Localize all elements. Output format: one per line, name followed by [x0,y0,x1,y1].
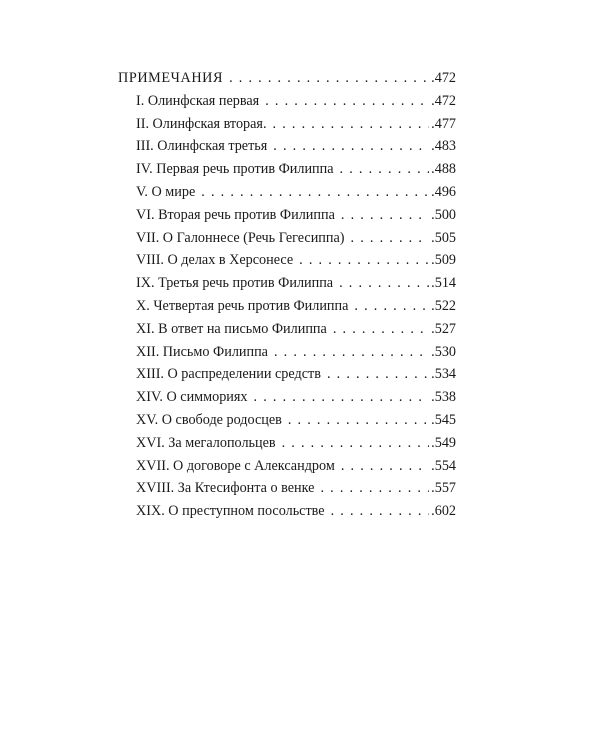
toc-entry-page: .557 [431,480,456,497]
toc-entry-page: .602 [431,503,456,520]
toc-entry [118,295,456,318]
toc-entry [118,272,456,295]
dot-leader [273,135,429,158]
dot-leader [320,477,429,500]
toc-entry-page: .549 [431,434,456,451]
toc-entry [118,363,456,386]
dot-leader [282,432,430,455]
toc-entry-page: .514 [431,275,456,292]
toc-entry-page: .538 [431,389,456,406]
toc-entry-page: .530 [431,343,456,360]
toc-entry [118,113,456,136]
toc-entry [118,181,456,204]
toc-entry-title: VII. О Галоннесе (Речь Гегесиппа) [136,229,345,246]
toc-entry [118,318,456,341]
toc-entry [118,477,456,500]
dot-leader [254,386,430,409]
toc-entry-title: VI. Вторая речь против Филиппа [136,206,335,223]
toc-entry [118,386,456,409]
toc-entry-title: II. Олинфская вторая. [136,115,267,132]
dot-leader [201,181,429,204]
toc-entry [118,432,456,455]
toc-entry-page: .472 [431,92,456,109]
toc-entry-title: V. О мире [136,183,196,200]
dot-leader [341,455,429,478]
toc-entry-title: XVIII. За Ктесифонта о венке [136,480,315,497]
toc-entry [118,409,456,432]
toc-entry-title: XIX. О преступном посольстве [136,503,325,520]
toc-entry [118,227,456,250]
dot-leader [331,500,430,523]
toc-entry-title: XI. В ответ на письмо Филиппа [136,320,327,337]
toc-entry [118,135,456,158]
table-of-contents [118,67,456,523]
toc-entry-page: .534 [431,366,456,383]
toc-entry [118,249,456,272]
toc-entry [118,204,456,227]
toc-entry-title: X. Четвертая речь против Филиппа [136,297,349,314]
dot-leader [333,318,429,341]
toc-entry-page: .483 [431,138,456,155]
toc-entry-page: .545 [431,411,456,428]
toc-entry [118,455,456,478]
toc-heading-title: ПРИМЕЧАНИЯ [118,70,224,86]
dot-leader [299,249,429,272]
toc-entry-page: .554 [431,457,456,474]
dot-leader [327,363,429,386]
toc-entry-title: IX. Третья речь против Филиппа [136,275,334,292]
toc-entry-title: XIII. О распределении средств [136,366,321,383]
toc-entry-title: XV. О свободе родосцев [136,411,282,428]
dot-leader [265,90,429,113]
toc-entry-title: XVII. О договоре с Александром [136,457,335,474]
toc-entry [118,341,456,364]
toc-heading-page: .472 [431,70,456,86]
toc-entry-title: XIV. О симмориях [136,389,248,406]
toc-entry-title: I. Олинфская первая [136,92,260,109]
toc-entry-page: .509 [431,252,456,269]
toc-entry-title: III. Олинфская третья [136,138,268,155]
toc-entry-title: VIII. О делах в Херсонесе [136,252,294,269]
toc-entry-title: XII. Письмо Филиппа [136,343,268,360]
toc-heading-row [118,67,456,90]
toc-entry-page: .496 [431,183,456,200]
toc-entry-title: IV. Первая речь против Филиппа [136,161,334,178]
dot-leader [288,409,429,432]
dot-leader [351,227,430,250]
dot-leader [340,158,430,181]
toc-entry-page: .522 [431,297,456,314]
toc-entry [118,90,456,113]
toc-entry-page: .527 [431,320,456,337]
dot-leader [274,341,429,364]
toc-entry-page: .488 [431,161,456,178]
toc-entry [118,500,456,523]
dot-leader [273,113,430,136]
dot-leader [339,272,429,295]
dot-leader [354,295,429,318]
toc-entry-page: .505 [431,229,456,246]
toc-entry-title: XVI. За мегалопольцев [136,434,276,451]
dot-leader [229,67,429,90]
toc-entry-page: .500 [431,206,456,223]
dot-leader [341,204,429,227]
toc-entry [118,158,456,181]
toc-entry-page: .477 [431,115,456,132]
